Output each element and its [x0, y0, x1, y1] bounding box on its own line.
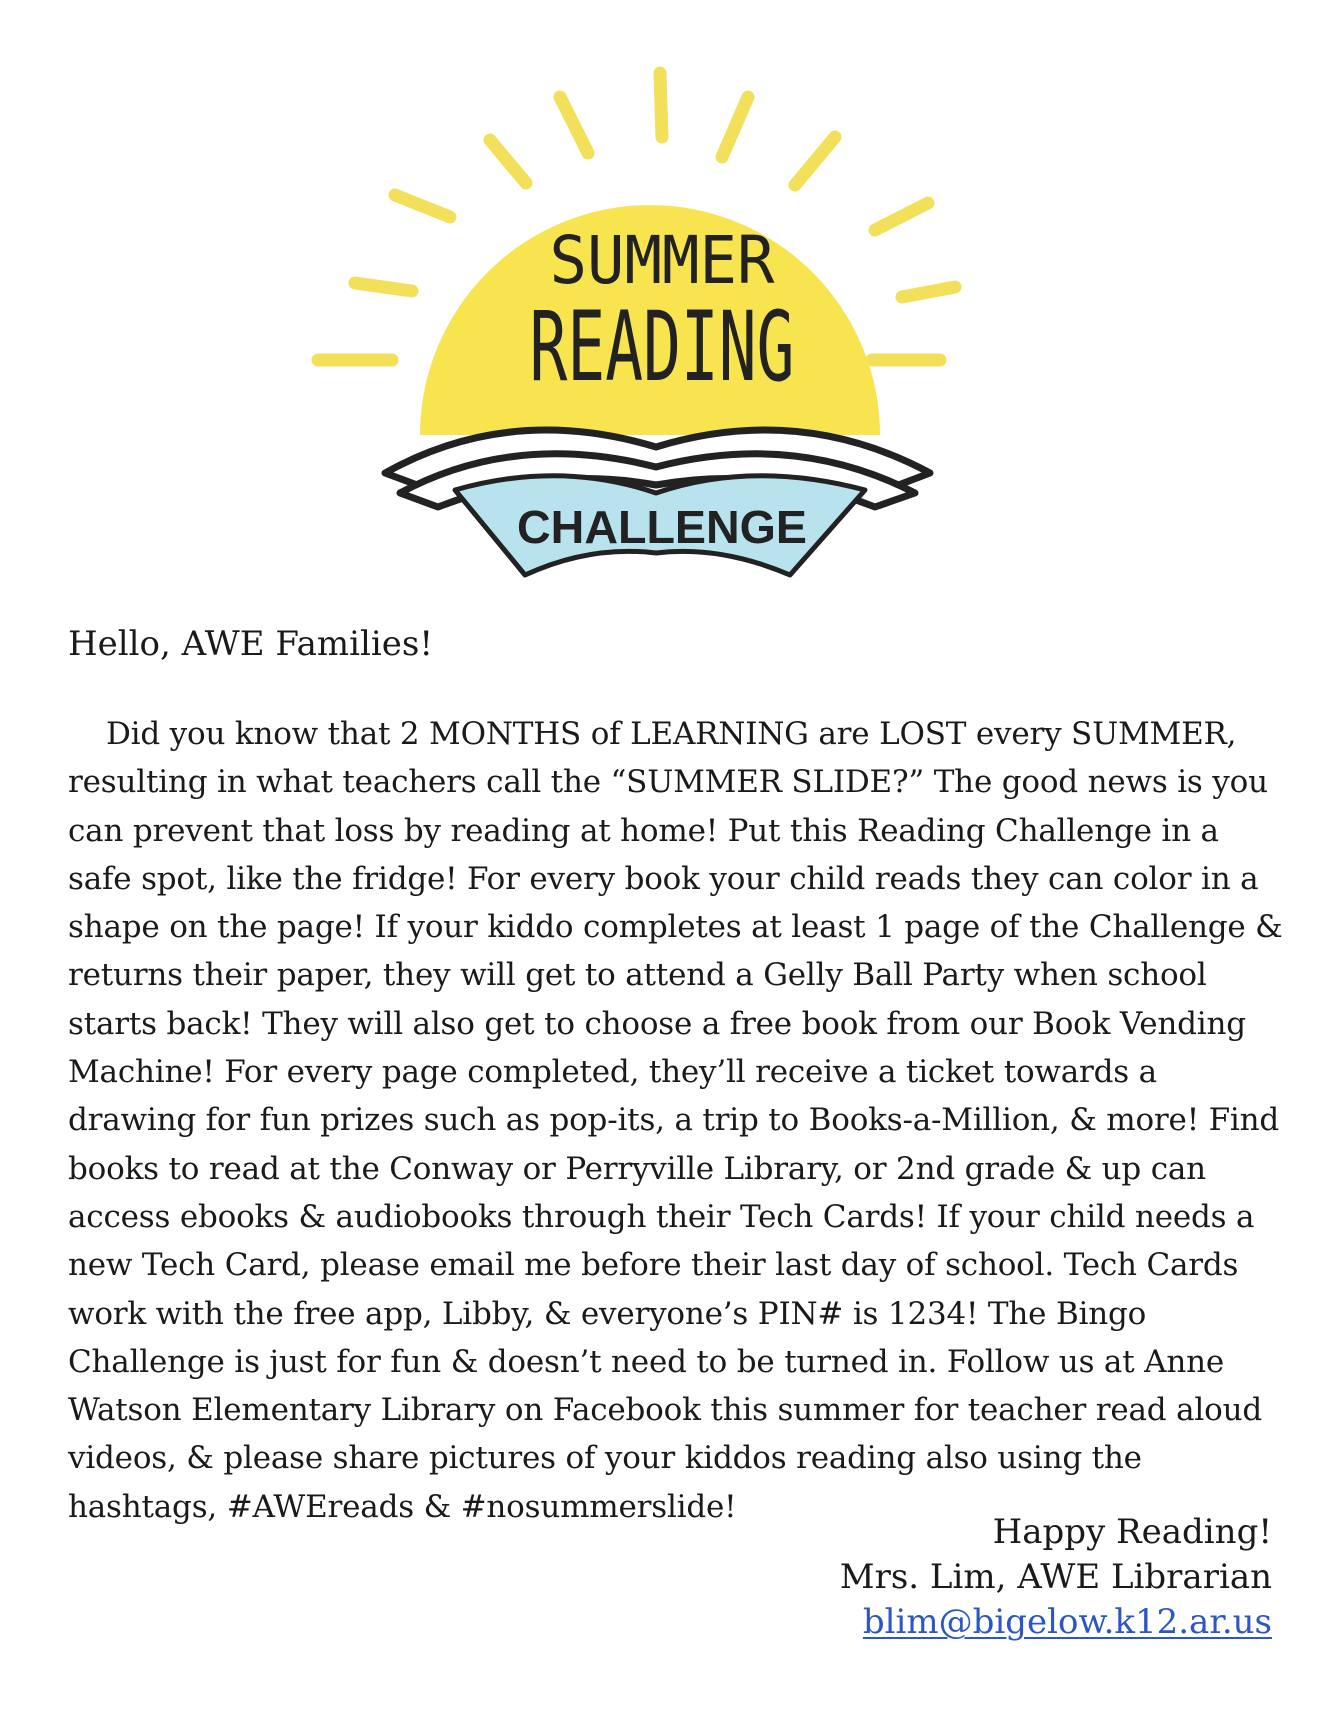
closing-line: Happy Reading!: [992, 1512, 1272, 1552]
sun-ray: [395, 195, 450, 217]
sun-ray: [490, 140, 526, 183]
logo-challenge-text: CHALLENGE: [517, 501, 807, 553]
sun-ray: [722, 97, 748, 157]
sun-ray: [875, 203, 928, 230]
signature: Mrs. Lim, AWE Librarian: [839, 1557, 1272, 1597]
logo-line-summer: SUMMER: [549, 222, 775, 299]
logo-graphic: [290, 55, 1050, 610]
sun-ray: [560, 97, 588, 153]
signoff: [840, 1510, 1272, 1645]
logo-line-reading: READING: [529, 291, 795, 403]
summer-reading-logo: [290, 55, 1050, 610]
letter-body: Did you know that 2 MONTHS of LEARNING are LOST every SUMMER, resulting in what teachers call the “SUMMER SLIDE?” The good news is you can prevent that loss by reading at home! Put this Reading Challenge in a safe spot, like the fridge! For every book your child reads they can color in a shape on the page! If your kiddo completes at least 1 page of the Challenge & returns their paper, they will get to attend a Gelly Ball Party when school starts back! They will also get to choose a free book from our Book Vending Machine! For every page completed, they’ll receive a ticket towards a drawing for fun prizes such as pop-its, a trip to Books-a-Million, & more! Find books to read at the Conway or Perryville Library, or 2nd grade & up can access ebooks & audiobooks through their Tech Cards! If your child needs a new Tech Card, please email me before their last day of school. Tech Cards work with the free app, Libby, & everyone’s PIN# is 1234! The Bingo Challenge is just for fun & doesn’t need to be turned in. Follow us at Anne Watson Elementary Library on Facebook this summer for teacher read aloud videos, & please share pictures of your kiddos reading also using the hashtags, #AWEreads & #nosummerslide!: [68, 716, 1283, 1525]
sun-ray: [902, 287, 955, 297]
sun-ray: [795, 137, 835, 185]
greeting: Hello, AWE Families!: [68, 624, 434, 664]
letter: [68, 620, 1283, 1531]
sun-ray: [355, 283, 412, 291]
email-link[interactable]: blim@bigelow.k12.ar.us: [862, 1602, 1272, 1642]
sun-ray: [660, 73, 662, 137]
